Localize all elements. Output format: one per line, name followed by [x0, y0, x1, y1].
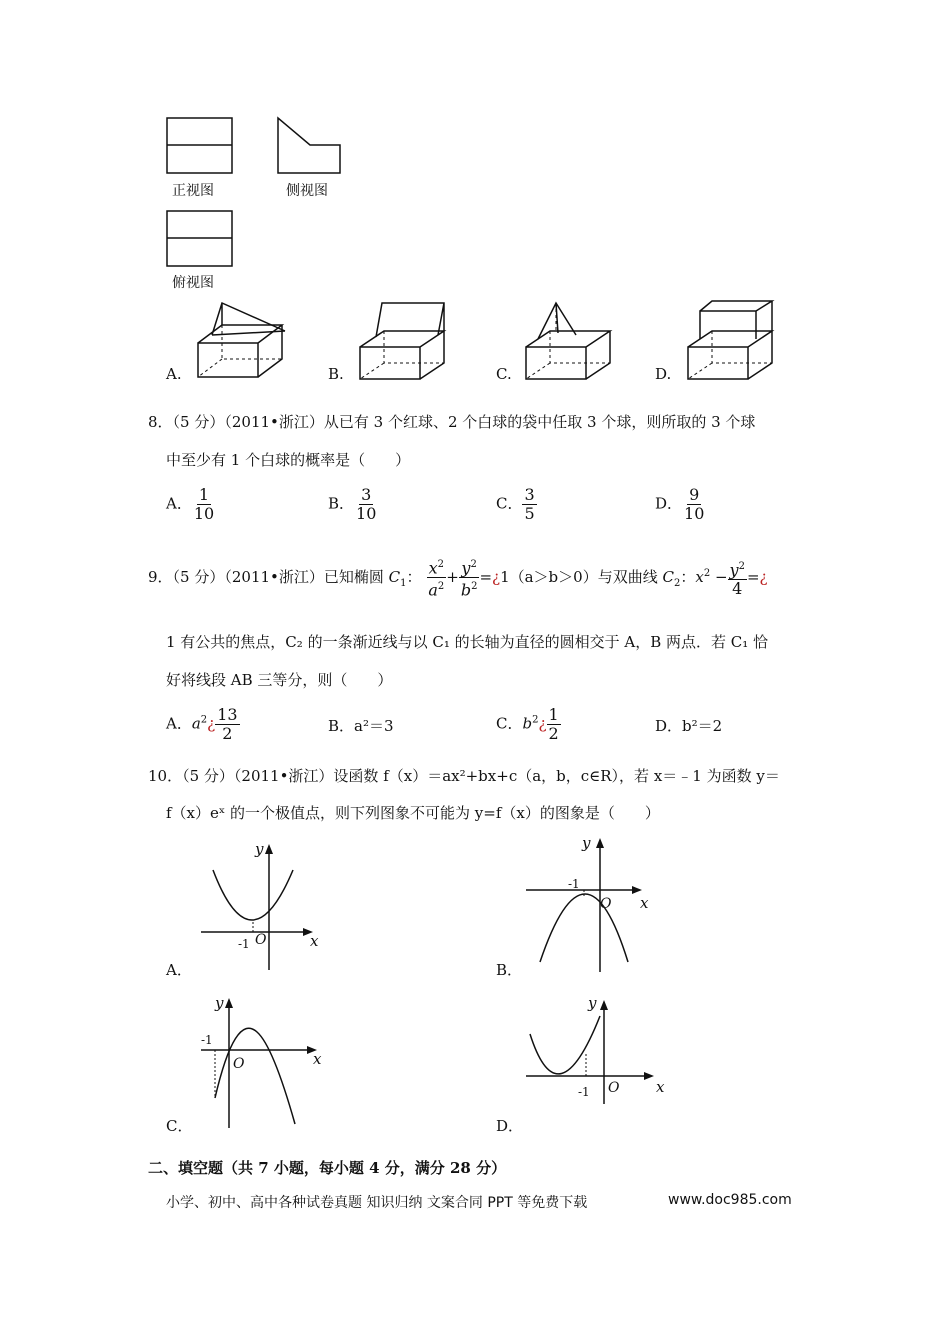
graph-c-x-label: x [313, 1050, 322, 1068]
q8-option-b[interactable]: B． $\frac{3}{10}$ [328, 485, 377, 523]
footer-left-text: 小学、初中、高中各种试卷真题 知识归纳 文案合同 PPT 等免费下载 [166, 1195, 588, 1211]
solid-option-b [352, 295, 462, 385]
graph-d-neg1-label: -1 [578, 1085, 590, 1099]
graph-a-origin-label: O [255, 932, 267, 948]
q7-option-a[interactable]: A. [166, 365, 182, 383]
q7-option-b[interactable]: B. [328, 365, 344, 383]
q9-stem-line1: 9．（5 分）（2011•浙江）已知椭圆 $C_1$： $\frac{x^2}{a^2}$ + $\frac{y^2}{b^2}$ =¿1（a＞b＞0）与双曲线 $C_2$：$x^2$ − $\frac{y^2}{4}$ =¿ [148, 556, 768, 600]
solid-option-d [680, 295, 790, 385]
graph-d-origin-label: O [608, 1080, 620, 1096]
graph-c-y-label: y [215, 994, 224, 1012]
footer-url[interactable]: www.doc985.com [668, 1192, 792, 1208]
solid-option-c [518, 295, 628, 385]
q10-stem-line1: 10．（5 分）（2011•浙江）设函数 f（x）＝ax²+bx+c（a，b，c∈R），若 x＝﹣1 为函数 y＝ [148, 767, 780, 785]
graph-option-a [195, 838, 335, 973]
q8-option-c[interactable]: C． $\frac{3}{5}$ [496, 485, 535, 523]
front-view-label: 正视图 [172, 183, 214, 199]
q8-stem-line2: 中至少有 1 个白球的概率是（ ） [166, 451, 411, 469]
graph-a-x-label: x [310, 932, 319, 950]
side-view-shape [278, 118, 340, 173]
q8-option-a[interactable]: A． $\frac{1}{10}$ [166, 485, 215, 523]
graph-option-d [520, 992, 670, 1112]
q10-stem-line2: f（x）eˣ 的一个极值点，则下列图象不可能为 y=f（x）的图象是（ ） [166, 804, 660, 822]
q10-option-c[interactable]: C． [166, 1117, 193, 1135]
q9-stem-line3: 好将线段 AB 三等分，则（ ） [166, 671, 393, 689]
graph-option-b [520, 832, 660, 977]
q8-stem-line1: 8．（5 分）（2011•浙江）从已有 3 个红球、2 个白球的袋中任取 3 个球，则所取的 3 个球 [148, 413, 756, 431]
side-view-label: 侧视图 [286, 183, 328, 199]
q7-option-d[interactable]: D. [655, 365, 672, 383]
q9-option-c[interactable]: C．$b^2¿$ $\frac{1}{2}$ [496, 705, 559, 743]
section-2-heading: 二、填空题（共 7 小题，每小题 4 分，满分 28 分） [148, 1159, 507, 1177]
graph-b-neg1-label: -1 [568, 877, 580, 891]
graph-b-origin-label: O [600, 896, 612, 912]
q10-option-d[interactable]: D． [496, 1117, 524, 1135]
q10-option-b[interactable]: B． [496, 961, 523, 979]
graph-a-y-label: y [255, 840, 264, 858]
graph-c-neg1-label: -1 [201, 1033, 213, 1047]
q9-option-a[interactable]: A．$a^2¿$ $\frac{13}{2}$ [166, 705, 238, 743]
q9-option-d[interactable]: D．b²＝2 [655, 717, 723, 735]
q10-option-a[interactable]: A． [166, 961, 192, 979]
q8-option-d[interactable]: D． $\frac{9}{10}$ [655, 485, 705, 523]
graph-d-y-label: y [588, 994, 597, 1012]
graph-a-neg1-label: -1 [238, 937, 250, 951]
q9-option-b[interactable]: B．a²＝3 [328, 717, 394, 735]
q9-stem-line2: 1 有公共的焦点，C₂ 的一条渐近线与以 C₁ 的长轴为直径的圆相交于 A，B 两点．若 C₁ 恰 [166, 633, 769, 651]
graph-b-y-label: y [582, 834, 591, 852]
graph-d-x-label: x [656, 1078, 665, 1096]
graph-option-c [195, 992, 335, 1132]
graph-c-origin-label: O [233, 1056, 245, 1072]
top-view-label: 俯视图 [172, 275, 214, 291]
q7-option-c[interactable]: C. [496, 365, 512, 383]
solid-option-a [190, 295, 300, 385]
graph-b-x-label: x [640, 894, 649, 912]
